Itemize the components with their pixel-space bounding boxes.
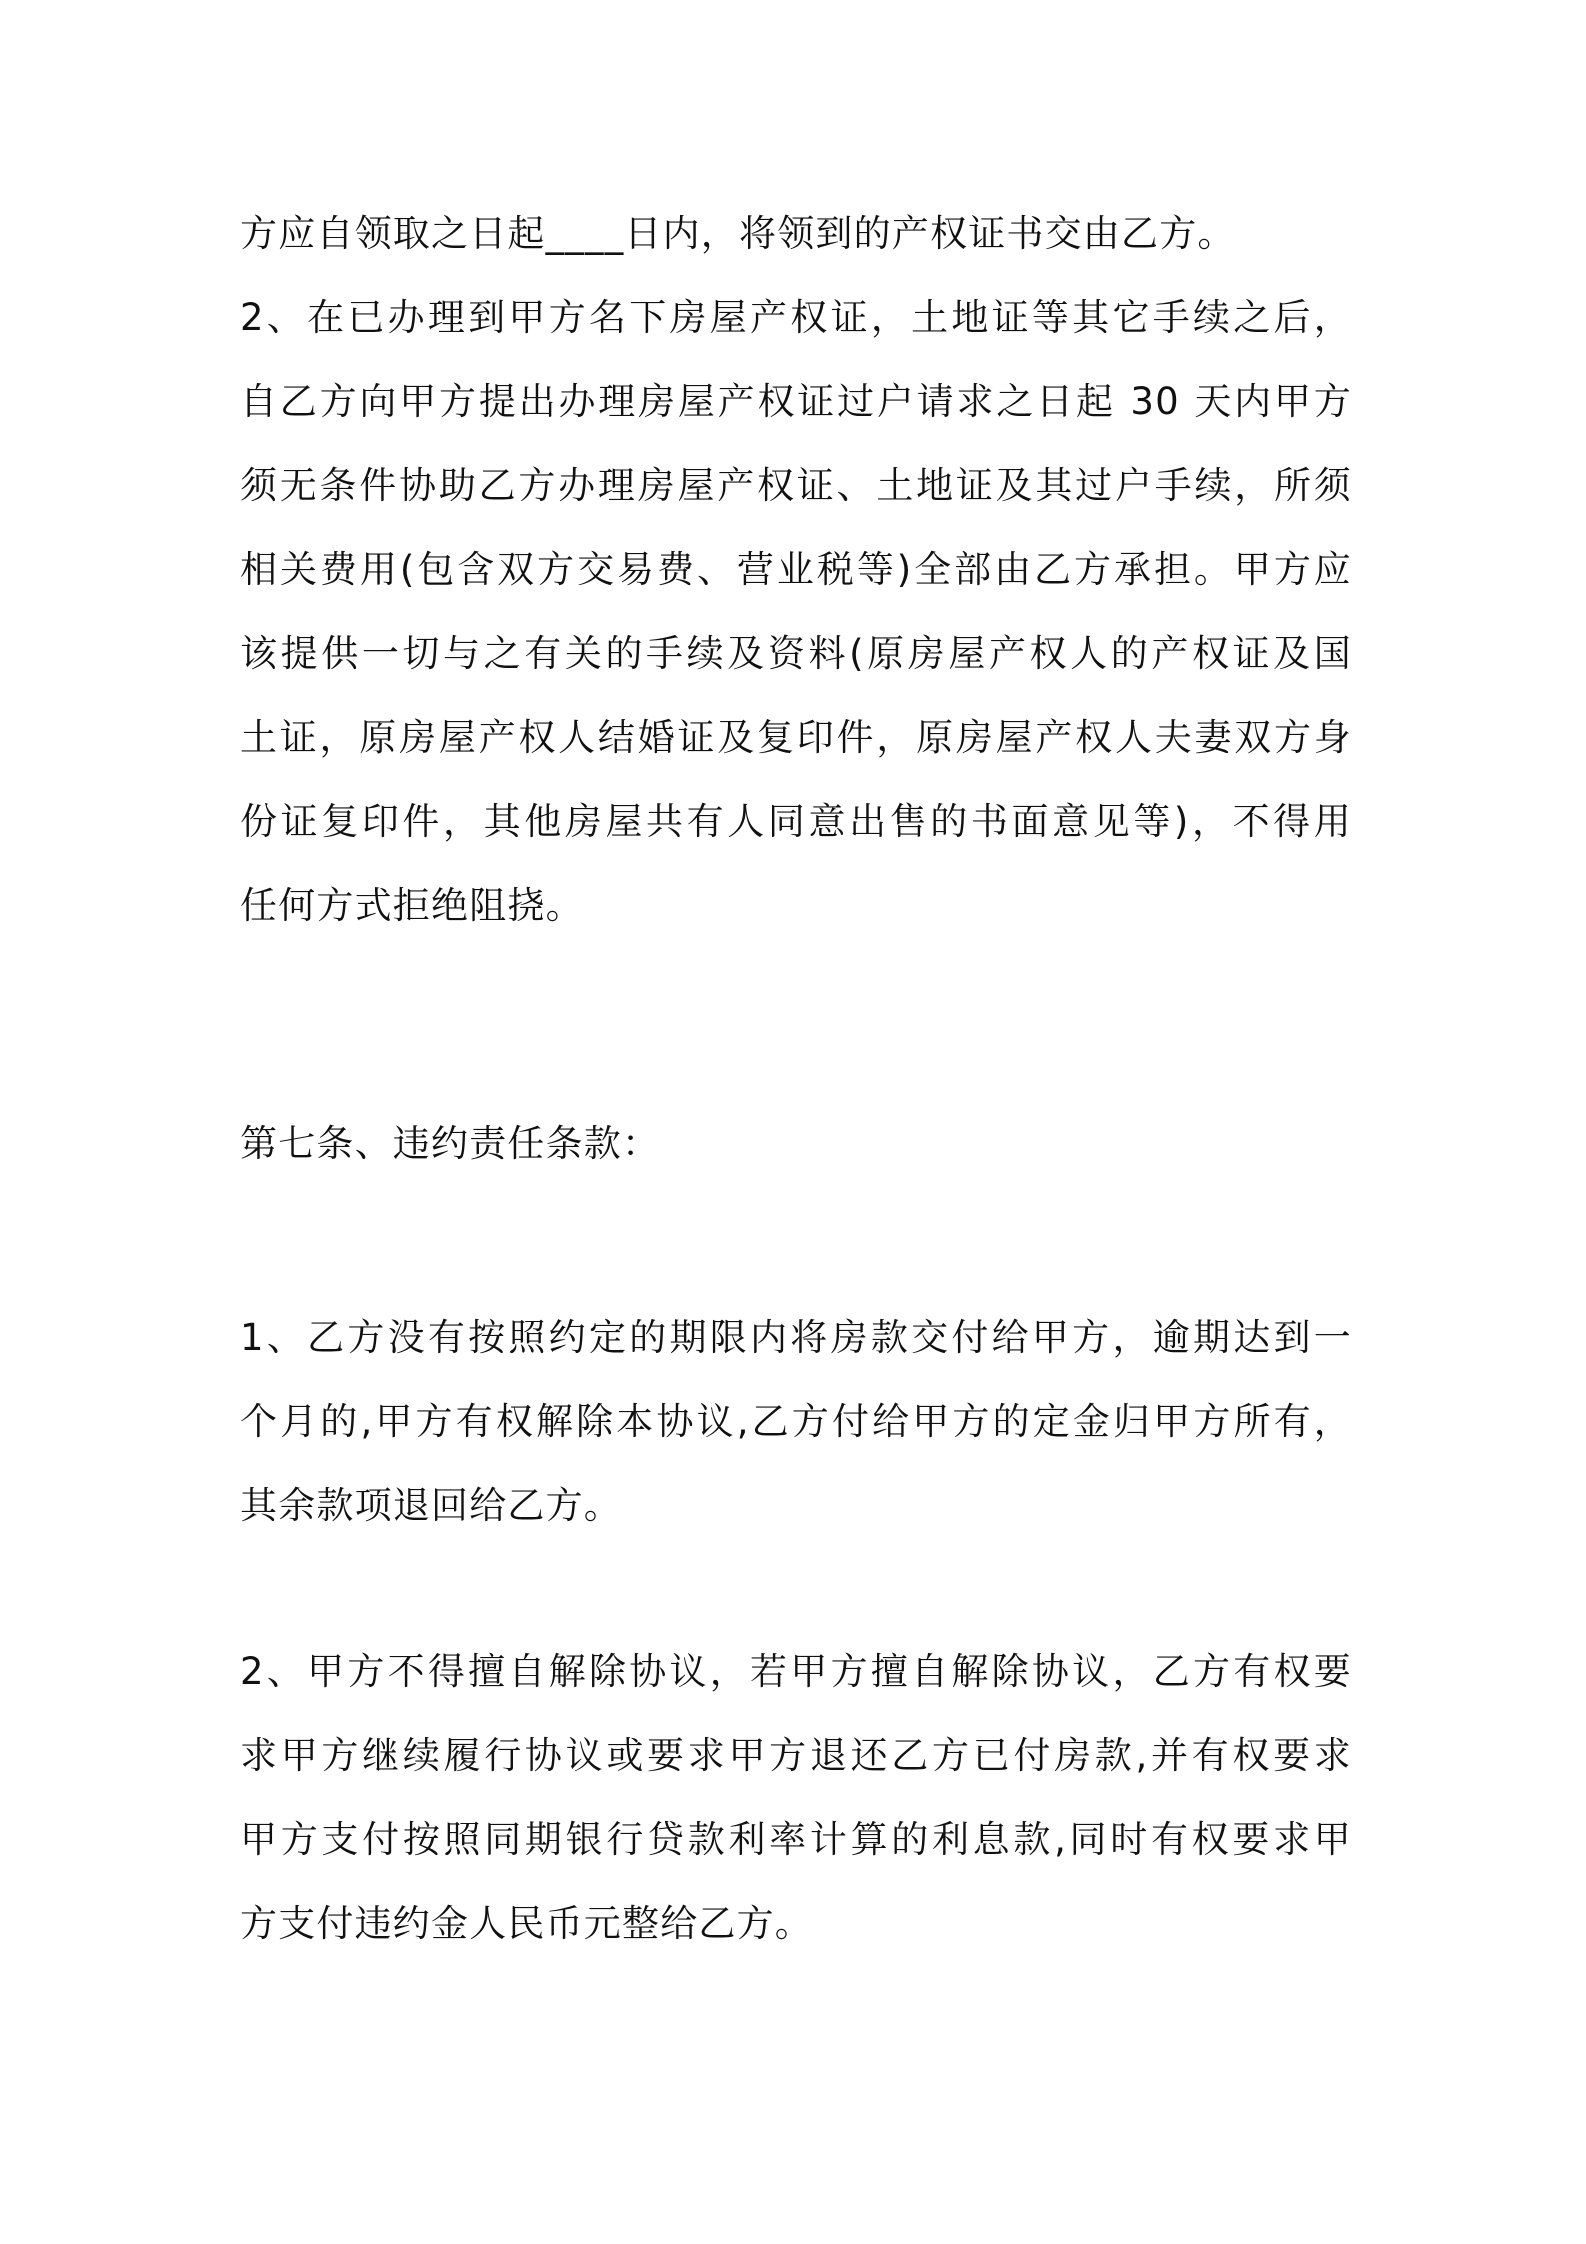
text-line: 第七条、违约责任条款： (240, 1122, 661, 1165)
text-line: 须无条件协助乙方办理房屋产权证、土地证及其过户手续，所须 (240, 464, 1352, 507)
text-line: 份证复印件，其他房屋共有人同意出售的书面意见等)，不得用 (240, 800, 1352, 843)
text-line: 个月的,甲方有权解除本协议,乙方付给甲方的定金归甲方所有， (240, 1400, 1352, 1443)
text-line: 2、甲方不得擅自解除协议，若甲方擅自解除协议，乙方有权要 (240, 1650, 1352, 1693)
section-heading-article-7 (240, 1102, 660, 1186)
text-line: 该提供一切与之有关的手续及资料(原房屋产权人的产权证及国 (240, 632, 1352, 675)
text-line: 1、乙方没有按照约定的期限内将房款交付给甲方，逾期达到一 (240, 1316, 1352, 1359)
text-line: 2、在已办理到甲方名下房屋产权证，土地证等其它手续之后， (240, 296, 1352, 339)
paragraph-continuation (240, 192, 1236, 276)
paragraph-clause-2-breach (240, 1630, 1352, 1966)
paragraph-clause-1-breach (240, 1296, 1352, 1548)
text-line: 任何方式拒绝阻挠。 (240, 884, 584, 927)
text-line: 土证，原房屋产权人结婚证及复印件，原房屋产权人夫妻双方身 (240, 716, 1352, 759)
paragraph-clause-2-transfer (240, 276, 1352, 948)
text-line: 甲方支付按照同期银行贷款利率计算的利息款,同时有权要求甲 (240, 1818, 1352, 1861)
text-line: 其余款项退回给乙方。 (240, 1484, 622, 1527)
text-line: 方支付违约金人民币元整给乙方。 (240, 1902, 813, 1945)
text-line: 求甲方继续履行协议或要求甲方退还乙方已付房款,并有权要求 (240, 1734, 1352, 1777)
text-line: 自乙方向甲方提出办理房屋产权证过户请求之日起 30 天内甲方 (240, 380, 1352, 423)
text-line: 方应自领取之日起____日内，将领到的产权证书交由乙方。 (240, 212, 1236, 255)
text-line: 相关费用(包含双方交易费、营业税等)全部由乙方承担。甲方应 (240, 548, 1352, 591)
